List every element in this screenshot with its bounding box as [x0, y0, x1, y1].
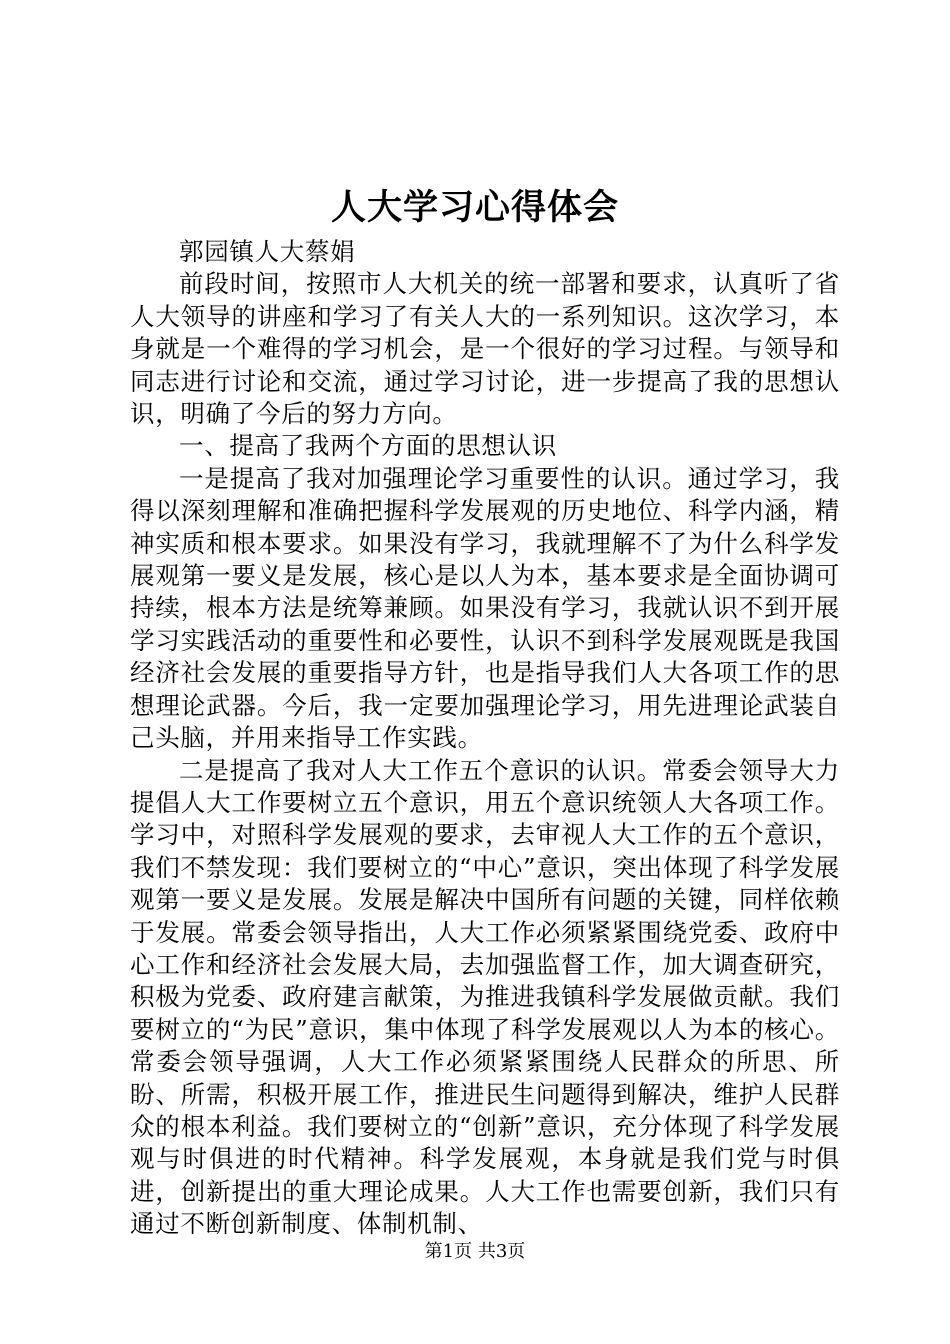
document-title: 人大学习心得体会: [330, 187, 619, 228]
section-heading: 一、提高了我两个方面的思想认识: [179, 431, 557, 461]
paragraph-second-point: 二是提高了我对人大工作五个意识的认识。常委会领导大力提倡人大工作要树立五个意识，用五个意识统领人大各项工作。学习中，对照科学发展观的要求，去审视人大工作的五个意识，我们不禁发现：我们要树立的“中心”意识，突出体现了科学发展观第一要义是发展。发展是解决中国所有问题的关键，同样依赖于发展。常委会领导指出，人大工作必须紧紧围绕党委、政府中心工作和经济社会发展大局，去加强监督工作，加大调查研究，积极为党委、政府建言献策，为推进我镇科学发展做贡献。我们要树立的“为民”意识，集中体现了科学发展观以人为本的核心。常委会领导强调，人大工作必须紧紧围绕人民群众的所思、所盼、所需，积极开展工作，推进民生问题得到解决，维护人民群众的根本利益。我们要树立的“创新”意识，充分体现了科学发展观与时俱进的时代精神。科学发展观，本身就是我们党与时俱进，创新提出的重大理论成果。人大工作也需要创新，我们只有通过不断创新制度、体制机制、: [130, 755, 840, 1239]
paragraph-intro: 前段时间，按照市人大机关的统一部署和要求，认真听了省人大领导的讲座和学习了有关人大的一系列知识。这次学习，本身就是一个难得的学习机会，是一个很好的学习过程。与领导和同志进行讨论和交流，通过学习讨论，进一步提高了我的思想认识，明确了今后的努力方向。: [130, 269, 840, 429]
page-number: 第1页 共3页: [424, 1241, 526, 1262]
author-line: 郭园镇人大蔡娟: [179, 237, 356, 266]
page-footer: [0, 1240, 950, 1264]
paragraph-first-point: 一是提高了我对加强理论学习重要性的认识。通过学习，我得以深刻理解和准确把握科学发展观的历史地位、科学内涵，精神实质和根本要求。如果没有学习，我就理解不了为什么科学发展观第一要义是发展，核心是以人为本，基本要求是全面协调可持续，根本方法是统筹兼顾。如果没有学习，我就认识不到开展学习实践活动的重要性和必要性，认识不到科学发展观既是我国经济社会发展的重要指导方针，也是指导我们人大各项工作的思想理论武器。今后，我一定要加强理论学习，用先进理论武装自己头脑，并用来指导工作实践。: [130, 463, 840, 753]
document-body: [130, 236, 840, 1241]
